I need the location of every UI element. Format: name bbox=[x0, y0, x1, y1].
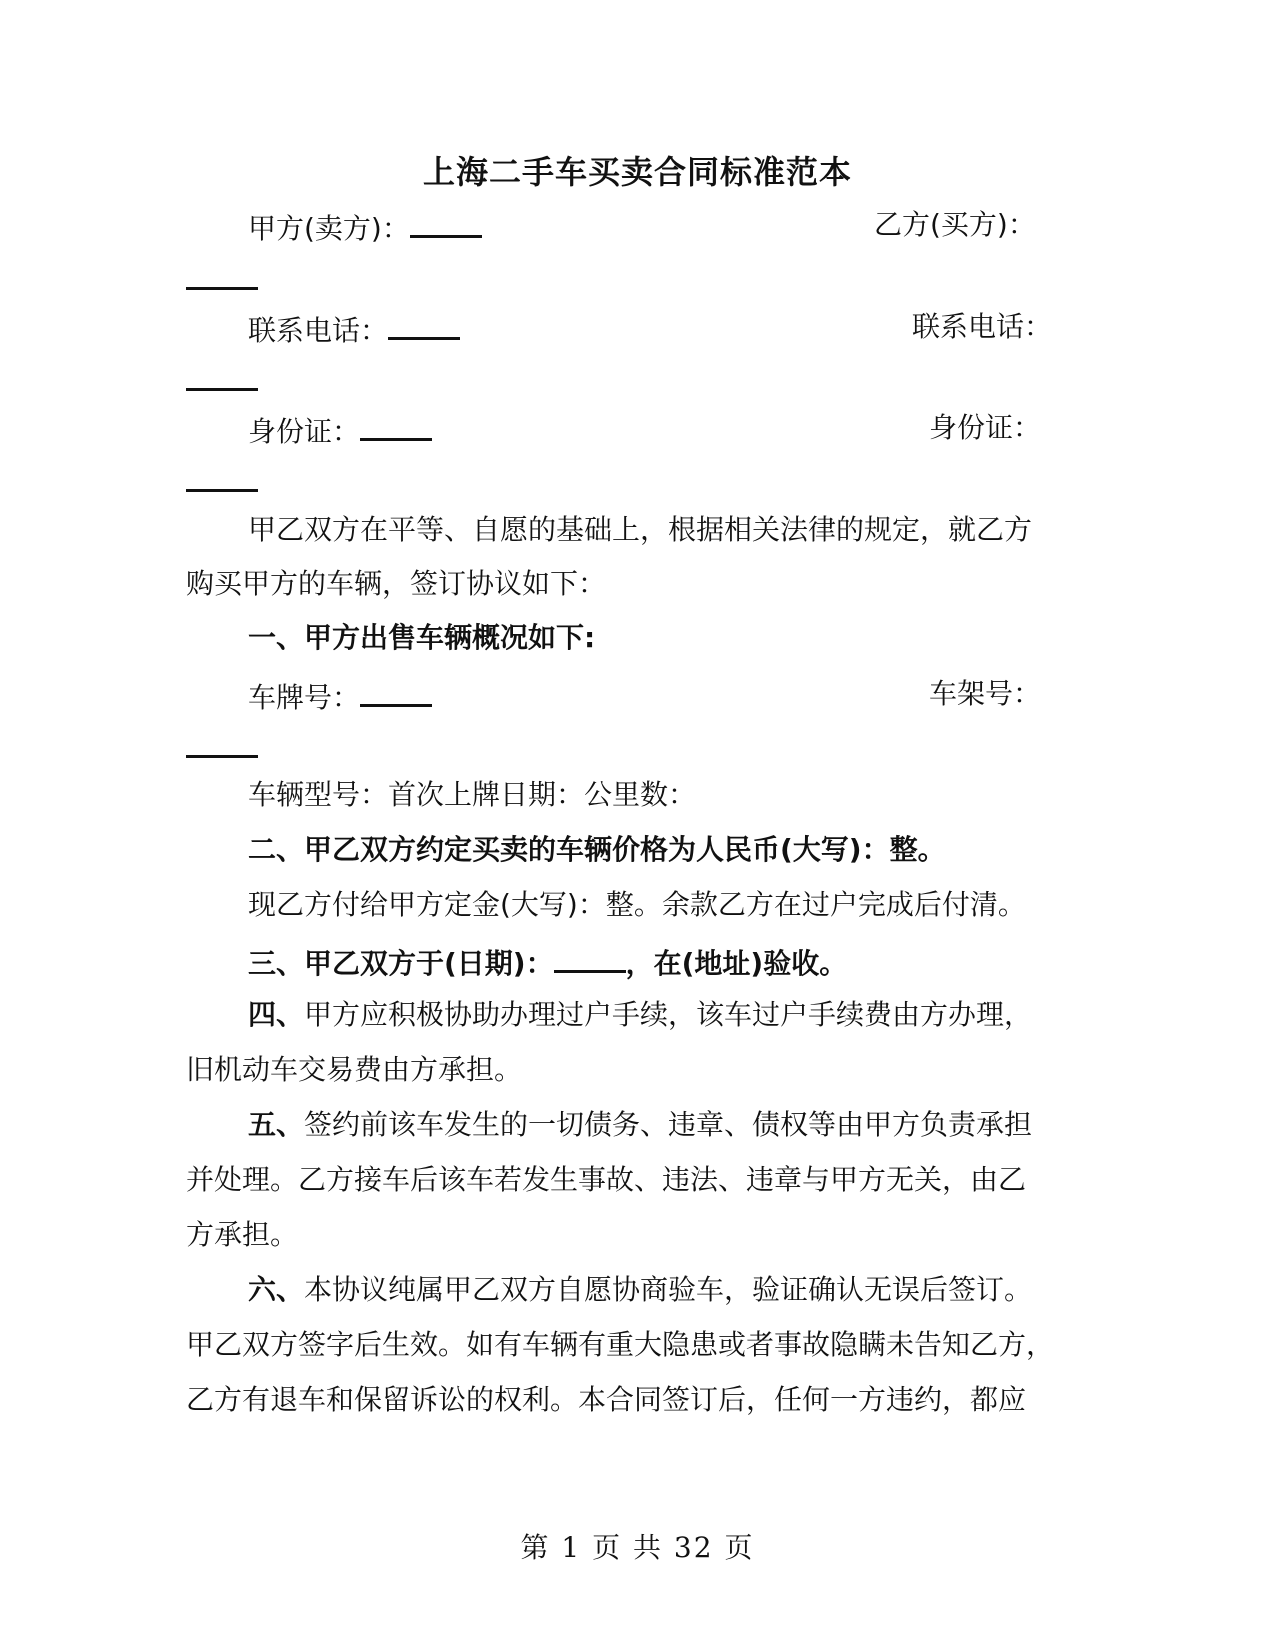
vehicle-info-line: 车辆型号：首次上牌日期：公里数： bbox=[248, 778, 697, 811]
section-3-line bbox=[248, 940, 1148, 984]
deposit-line: 现乙方付给甲方定金(大写)：整。余款乙方在过户完成后付清。 bbox=[248, 888, 1026, 921]
section-2-heading: 二、甲乙双方约定买卖的车辆价格为人民币(大写)：整。 bbox=[248, 833, 946, 866]
id-a-blank bbox=[360, 408, 432, 441]
section-6-text-1: 本协议纯属甲乙双方自愿协商验车，验证确认无误后签订。 bbox=[304, 1273, 1033, 1306]
id-a-label: 身份证： bbox=[248, 415, 361, 448]
section-6-line-2: 甲乙双方签字后生效。如有车辆有重大隐患或者事故隐瞒未告知乙方， bbox=[186, 1328, 1055, 1361]
phone-b-blank bbox=[186, 388, 258, 391]
intro-line-1: 甲乙双方在平等、自愿的基础上，根据相关法律的规定，就乙方 bbox=[248, 513, 1033, 546]
section-5-line-3: 方承担。 bbox=[186, 1218, 299, 1251]
id-b-blank bbox=[186, 489, 258, 492]
section-6-line-3: 乙方有退车和保留诉讼的权利。本合同签订后，任何一方违约，都应 bbox=[186, 1383, 1027, 1416]
plate-label: 车牌号： bbox=[248, 681, 361, 714]
id-b-label: 身份证： bbox=[929, 411, 1042, 444]
section-5-line-1 bbox=[248, 1105, 1148, 1145]
section-1-heading: 一、甲方出售车辆概况如下: bbox=[248, 621, 596, 654]
section-5-number: 五、 bbox=[248, 1108, 305, 1141]
section-4-number: 四、 bbox=[248, 998, 305, 1031]
phone-a-label: 联系电话： bbox=[248, 314, 389, 347]
phone-b-label: 联系电话： bbox=[912, 310, 1053, 343]
party-b-label: 乙方(买方)： bbox=[874, 208, 1036, 241]
intro-line-2: 购买甲方的车辆，签订协议如下： bbox=[186, 567, 607, 600]
section-3-date-blank bbox=[554, 940, 626, 973]
section-6-line-1 bbox=[248, 1270, 1148, 1310]
section-5-line-2: 并处理。乙方接车后该车若发生事故、违法、违章与甲方无关，由乙 bbox=[186, 1163, 1027, 1196]
section-4-line-1 bbox=[248, 995, 1148, 1035]
party-b-blank bbox=[186, 287, 258, 290]
frame-label: 车架号： bbox=[929, 677, 1042, 710]
section-4-text-1: 甲方应积极协助办理过户手续，该车过户手续费由方办理， bbox=[304, 998, 1033, 1031]
section-3-prefix: 三、甲乙双方于(日期)： bbox=[248, 947, 554, 980]
phone-a-blank bbox=[388, 307, 460, 340]
document-title: 上海二手车买卖合同标准范本 bbox=[422, 153, 852, 191]
section-3-suffix: ，在(地址)验收。 bbox=[625, 947, 848, 980]
party-a-blank bbox=[410, 205, 482, 238]
party-a-label: 甲方(卖方)： bbox=[248, 212, 410, 245]
section-5-text-1: 签约前该车发生的一切债务、违章、债权等由甲方负责承担 bbox=[304, 1108, 1033, 1141]
page-number-footer: 第 1 页 共 32 页 bbox=[520, 1531, 755, 1564]
frame-blank bbox=[186, 755, 258, 758]
section-6-number: 六、 bbox=[248, 1273, 305, 1306]
section-4-line-2: 旧机动车交易费由方承担。 bbox=[186, 1053, 523, 1086]
plate-blank bbox=[360, 674, 432, 707]
